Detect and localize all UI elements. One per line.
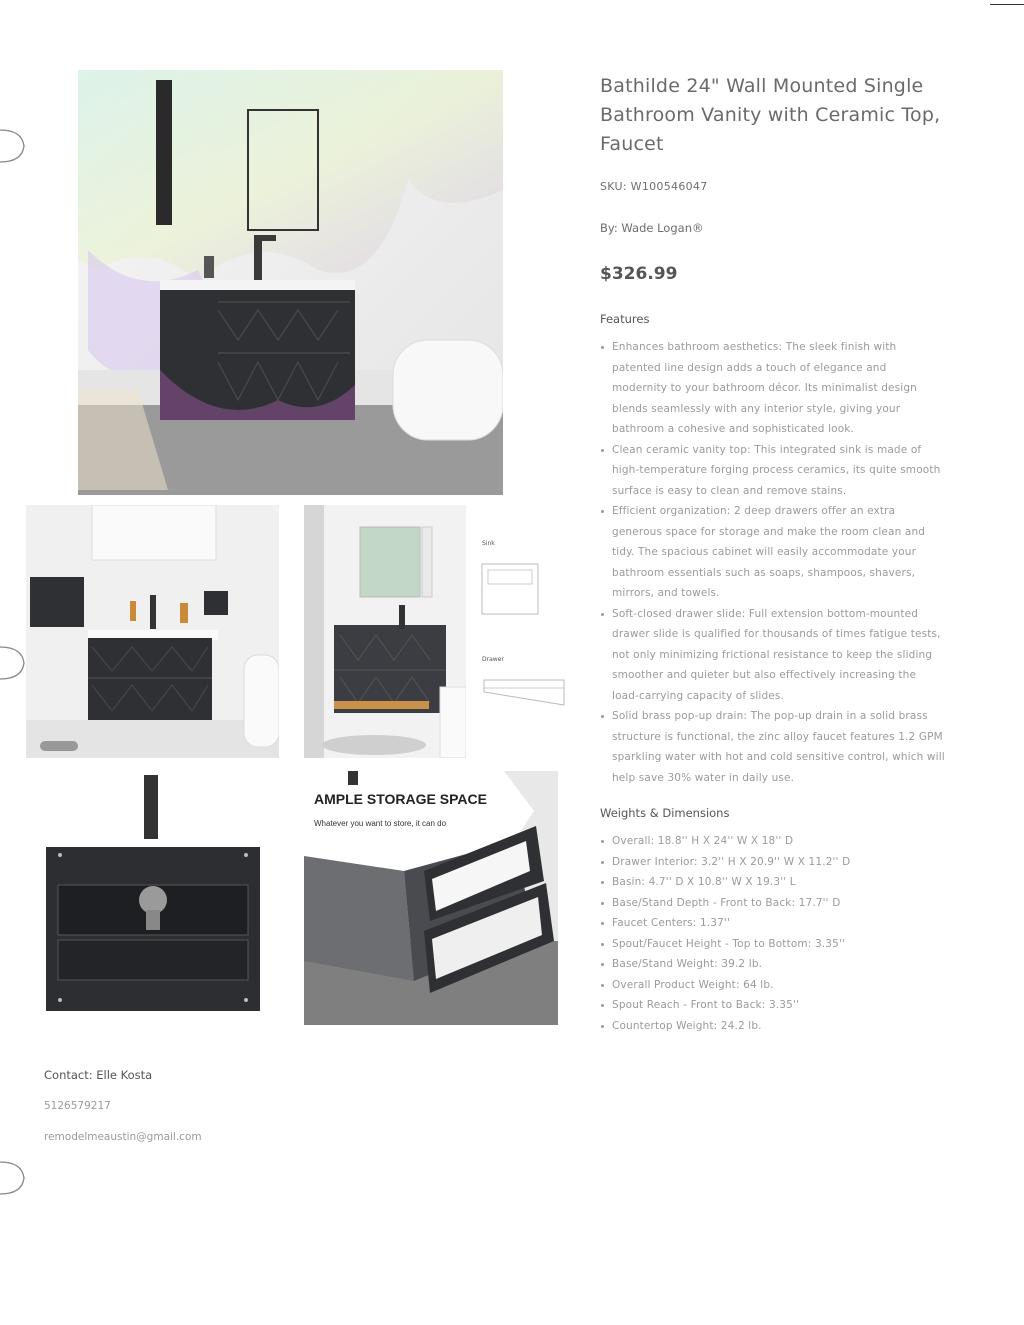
list-item: Faucet Centers: 1.37'' — [600, 913, 945, 934]
dimensions-section — [600, 806, 945, 1036]
product-title: Bathilde 24" Wall Mounted Single Bathroom Vanity with Ceramic Top, Faucet — [600, 75, 941, 155]
list-item: Enhances bathroom aesthetics: The sleek finish with patented line design adds a touch of elegance and modernity to your bathroom décor. Its minimalist design blends seamlessly with any interior style, giving your bathroom a cohesive and sophisticated look. — [600, 337, 945, 440]
diagram-label-sink: Sink — [482, 540, 495, 547]
list-item: Overall Product Weight: 64 lb. — [600, 975, 945, 996]
product-brand: By: Wade Logan® — [600, 221, 704, 235]
product-sku: SKU: W100546047 — [600, 180, 708, 193]
list-item: Soft-closed drawer slide: Full extension bottom-mounted drawer slide is qualified for thousands of times fatigue tests, not only minimizing frictional resistance to keep the sliding smoother and quieter but also effectively increasing the load-carrying capacity of slides. — [600, 604, 945, 707]
list-item: Countertop Weight: 24.2 lb. — [600, 1016, 945, 1037]
contact-phone: 5126579217 — [44, 1100, 111, 1112]
scan-mark — [990, 4, 1024, 5]
diagram-label-drawer: Drawer — [482, 656, 504, 663]
features-list — [600, 337, 945, 788]
list-item: Base/Stand Weight: 39.2 lb. — [600, 954, 945, 975]
contact-email: remodelmeaustin@gmail.com — [44, 1131, 202, 1143]
binder-hole-icon — [0, 128, 28, 166]
hero-product-image — [78, 70, 503, 495]
dimensions-heading: Weights & Dimensions — [600, 806, 730, 820]
list-item: Spout/Faucet Height - Top to Bottom: 3.35'' — [600, 934, 945, 955]
list-item: Drawer Interior: 3.2'' H X 20.9'' W X 11.2'' D — [600, 852, 945, 873]
list-item: Clean ceramic vanity top: This integrated sink is made of high-temperature forging process ceramics, its quite smooth surface is easy to clean and remove stains. — [600, 440, 945, 502]
gallery-image-back-view — [46, 775, 260, 1011]
features-heading: Features — [600, 312, 650, 326]
gallery-image-front-view — [26, 505, 279, 758]
product-price: $326.99 — [600, 264, 678, 284]
list-item: Efficient organization: 2 deep drawers offer an extra generous space for storage and make the room clean and tidy. The spacious cabinet will easily accommodate your bathroom essentials such as soaps, shampoos, shavers, mirrors, and towels. — [600, 501, 945, 604]
list-item: Overall: 18.8'' H X 24'' W X 18'' D — [600, 831, 945, 852]
gallery-image-storage — [304, 771, 558, 1025]
binder-hole-icon — [0, 645, 28, 683]
dimensions-list — [600, 831, 945, 1036]
storage-banner-subtitle: Whatever you want to store, it can do — [314, 819, 447, 828]
dimension-diagram — [478, 530, 568, 720]
storage-banner-title: AMPLE STORAGE SPACE — [314, 791, 487, 807]
binder-hole-icon — [0, 1160, 28, 1198]
features-section — [600, 312, 945, 788]
list-item: Basin: 4.7'' D X 10.8'' W X 19.3'' L — [600, 872, 945, 893]
gallery-image-side-view — [304, 505, 466, 758]
list-item: Base/Stand Depth - Front to Back: 17.7'' D — [600, 893, 945, 914]
contact-name: Contact: Elle Kosta — [44, 1068, 153, 1082]
list-item: Solid brass pop-up drain: The pop-up drain in a solid brass structure is functional, the zinc alloy faucet features 1.2 GPM sparkling water with hot and cold sensitive control, which will help save 30% water in daily use. — [600, 706, 945, 788]
list-item: Spout Reach - Front to Back: 3.35'' — [600, 995, 945, 1016]
